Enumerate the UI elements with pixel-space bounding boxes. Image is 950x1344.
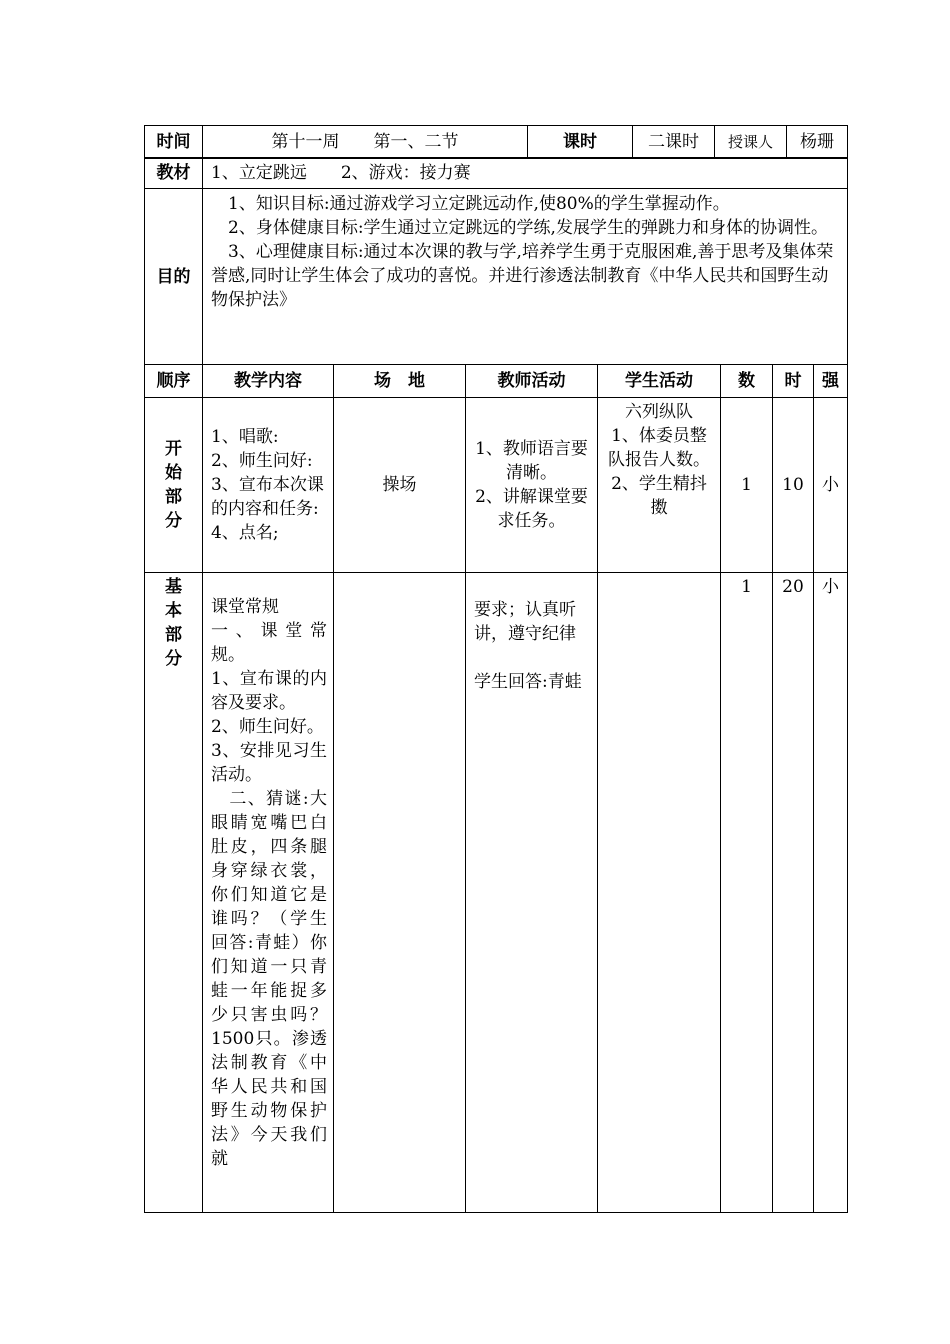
section-venue — [334, 573, 466, 1213]
teacher-label: 授课人 — [715, 126, 787, 159]
section-student — [598, 573, 721, 1213]
section-teacher: 1、教师语言要清晰。 2、讲解课堂要求任务。 — [466, 398, 598, 573]
period-label: 课时 — [528, 126, 633, 159]
material-label: 教材 — [145, 158, 203, 189]
section-count: 1 — [721, 398, 773, 573]
section-student: 六列纵队 1、体委员整队报告人数。 2、学生精抖擞 — [598, 398, 721, 573]
section-venue: 操场 — [334, 398, 466, 573]
lesson-table — [144, 364, 848, 1213]
goals-cell — [203, 189, 848, 365]
goals-label: 目的 — [145, 189, 203, 365]
col-count: 数 — [721, 365, 773, 398]
col-venue: 场 地 — [334, 365, 466, 398]
col-time: 时 — [773, 365, 814, 398]
section-count: 1 — [721, 573, 773, 1213]
section-intensity: 小 — [814, 398, 848, 573]
goal-mental: 3、心理健康目标:通过本次课的教与学,培养学生勇于克服困难,善于思考及集体荣誉感,同时让学生体会了成功的喜悦。并进行渗透法制教育《中华人民共和国野生动物保护法》 — [211, 242, 834, 310]
section-content: 课堂常规 一、课堂常规。 1、宣布课的内容及要求。 2、师生问好。 3、安排见习生活动。 二、猜谜:大眼睛宽嘴巴白肚皮，四条腿身穿绿衣裳，你们知道它是谁吗？（学生回答:青蛙）你们知道一只青蛙一年能捉多少只害虫吗？1500只。渗透法制教育《中华人民共和国野生动物保护法》今天我们就 — [203, 573, 334, 1213]
section-intensity: 小 — [814, 573, 848, 1213]
section-teacher: 要求；认真听讲，遵守纪律 学生回答:青蛙 — [466, 573, 598, 1213]
col-teacher: 教师活动 — [466, 365, 598, 398]
col-student: 学生活动 — [598, 365, 721, 398]
time-label: 时间 — [145, 126, 203, 159]
material-goals-table — [144, 157, 848, 365]
table-row — [145, 573, 848, 1213]
material-value: 1、立定跳远 2、游戏：接力赛 — [203, 158, 848, 189]
period-value: 二课时 — [633, 126, 715, 159]
goal-physical: 2、身体健康目标:学生通过立定跳远的学练,发展学生的弹跳力和身体的协调性。 — [211, 218, 828, 238]
teacher-name: 杨珊 — [787, 126, 848, 159]
section-name: 基本部分 — [165, 577, 182, 669]
section-time: 10 — [773, 398, 814, 573]
col-intensity: 强 — [814, 365, 848, 398]
col-order: 顺序 — [145, 365, 203, 398]
header-table — [144, 125, 848, 159]
column-header-row — [145, 365, 848, 398]
section-content: 1、唱歌: 2、师生问好: 3、宣布本次课的内容和任务: 4、点名; — [203, 398, 334, 573]
time-value: 第十一周 第一、二节 — [203, 126, 528, 159]
section-name: 开始部分 — [165, 439, 182, 531]
section-time: 20 — [773, 573, 814, 1213]
goal-knowledge: 1、知识目标:通过游戏学习立定跳远动作,使80%的学生掌握动作。 — [211, 194, 730, 214]
table-row — [145, 398, 848, 573]
col-content: 教学内容 — [203, 365, 334, 398]
